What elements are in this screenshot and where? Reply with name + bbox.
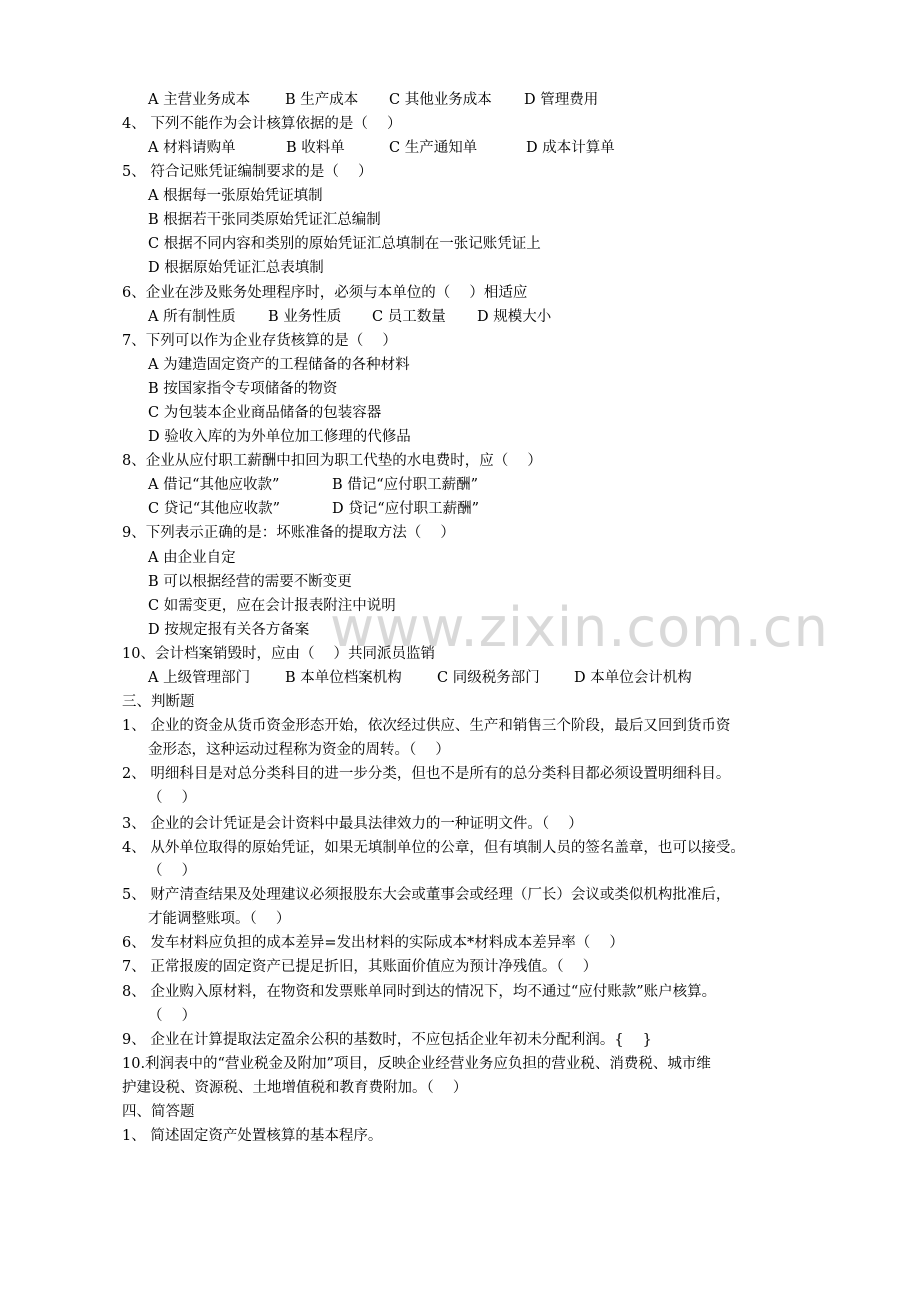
text-line: 1、 企业的资金从货币资金形态开始，依次经过供应、生产和销售三个阶段，最后又回到货币资 [122, 718, 731, 734]
answer-option: D 管理费用 [524, 92, 599, 108]
answer-option: D 规模大小 [477, 309, 552, 325]
answer-option: B 借记“应付职工薪酬” [332, 477, 479, 493]
text-line: 5、 财产清查结果及处理建议必须报股东大会或董事会或经理（厂长）会议或类似机构批准后， [122, 887, 731, 903]
text-line: C 根据不同内容和类别的原始凭证汇总填制在一张记账凭证上 [148, 236, 541, 252]
text-line: 四、简答题 [122, 1104, 195, 1120]
text-line: 6、企业在涉及账务处理程序时，必须与本单位的（ ）相适应 [122, 285, 528, 301]
answer-option: A 借记“其他应收款” [148, 477, 280, 493]
text-line: 金形态，这种运动过程称为资金的周转。（ ） [148, 742, 450, 758]
answer-option: A 主营业务成本 [148, 92, 251, 108]
text-line: 三、判断题 [122, 694, 195, 710]
answer-option: C 生产通知单 [389, 140, 478, 156]
text-line: 护建设税、资源税、土地增值税和教育费附加。（ ） [122, 1080, 468, 1096]
text-line: （ ） [148, 863, 197, 879]
text-line: （ ） [148, 1008, 197, 1024]
answer-option: A 上级管理部门 [148, 670, 251, 686]
text-line: 才能调整账项。（ ） [148, 911, 291, 927]
answer-option: B 生产成本 [285, 92, 359, 108]
answer-option: D 贷记“应付职工薪酬” [332, 501, 480, 517]
text-line: 9、下列表示正确的是：坏账准备的提取方法（ ） [122, 525, 455, 541]
text-line: 9、 企业在计算提取法定盈余公积的基数时，不应包括企业年初未分配利润。{ } [122, 1032, 652, 1048]
text-line: 7、下列可以作为企业存货核算的是（ ） [122, 333, 397, 349]
answer-option: D 本单位会计机构 [574, 670, 692, 686]
text-line: （ ） [148, 790, 197, 806]
text-line: B 根据若干张同类原始凭证汇总编制 [148, 212, 381, 228]
answer-option: A 所有制性质 [148, 309, 236, 325]
text-line: 10、会计档案销毁时，应由（ ）共同派员监销 [122, 646, 436, 662]
answer-option: C 同级税务部门 [437, 670, 540, 686]
text-line: A 为建造固定资产的工程储备的各种材料 [148, 357, 410, 373]
answer-option: B 收料单 [286, 140, 345, 156]
text-line: 2、 明细科目是对总分类科目的进一步分类，但也不是所有的总分类科目都必须设置明细科目。 [122, 766, 731, 782]
text-line: 8、企业从应付职工薪酬中扣回为职工代垫的水电费时，应（ ） [122, 453, 542, 469]
answer-option: A 材料请购单 [148, 140, 236, 156]
text-line: 4、 下列不能作为会计核算依据的是（ ） [122, 116, 402, 132]
text-line: B 可以根据经营的需要不断变更 [148, 574, 352, 590]
answer-option: C 员工数量 [372, 309, 446, 325]
text-line: A 由企业自定 [148, 550, 236, 566]
text-line: D 验收入库的为外单位加工修理的代修品 [148, 429, 411, 445]
text-line: 4、 从外单位取得的原始凭证，如果无填制单位的公章，但有填制人员的签名盖章，也可以接受。 [122, 840, 745, 856]
text-line: 10.利润表中的“营业税金及附加”项目，反映企业经营业务应负担的营业税、消费税、城市维 [122, 1056, 711, 1072]
answer-option: D 成本计算单 [526, 140, 615, 156]
text-line: 8、 企业购入原材料，在物资和发票账单同时到达的情况下，均不通过“应付账款”账户核算。 [122, 984, 717, 1000]
text-line: 7、 正常报废的固定资产已提足折旧，其账面价值应为预计净残值。（ ） [122, 959, 598, 975]
text-line: C 如需变更，应在会计报表附注中说明 [148, 598, 396, 614]
answer-option: B 业务性质 [268, 309, 342, 325]
text-line: 3、 企业的会计凭证是会计资料中最具法律效力的一种证明文件。（ ） [122, 816, 583, 832]
text-line: B 按国家指令专项储备的物资 [148, 381, 338, 397]
text-line: 1、 简述固定资产处置核算的基本程序。 [122, 1128, 383, 1144]
text-line: 6、 发车材料应负担的成本差异=发出材料的实际成本*材料成本差异率（ ） [122, 935, 624, 951]
text-line: 5、 符合记账凭证编制要求的是（ ） [122, 164, 373, 180]
watermark: www.zixin.com.cn [330, 596, 829, 659]
answer-option: C 其他业务成本 [389, 92, 492, 108]
text-line: D 按规定报有关各方备案 [148, 622, 310, 638]
text-line: A 根据每一张原始凭证填制 [148, 188, 323, 204]
text-line: C 为包装本企业商品储备的包装容器 [148, 405, 382, 421]
answer-option: C 贷记“其他应收款” [148, 501, 281, 517]
answer-option: B 本单位档案机构 [285, 670, 402, 686]
text-line: D 根据原始凭证汇总表填制 [148, 260, 324, 276]
